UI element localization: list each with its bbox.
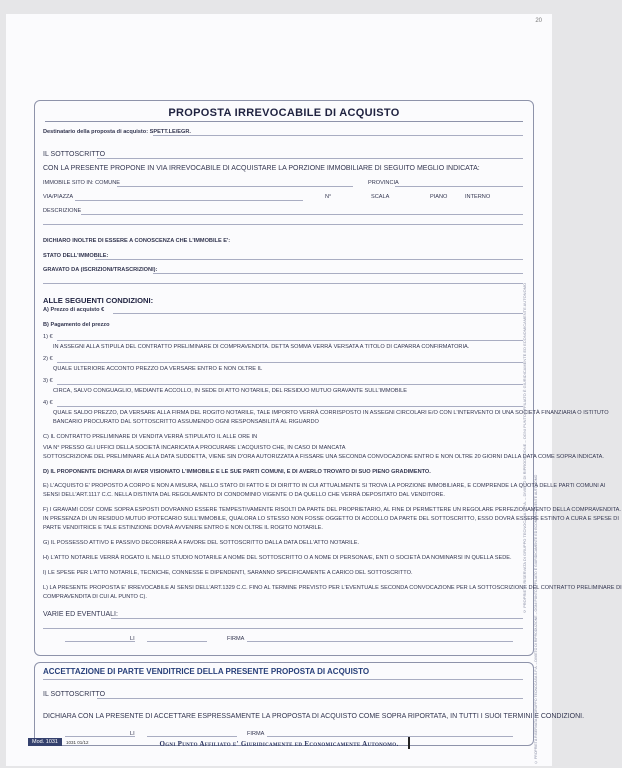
title-divider <box>45 121 523 122</box>
acceptance-undersigned-line <box>97 698 523 699</box>
acceptance-undersigned[interactable]: IL SOTTOSCRITTO <box>43 691 106 698</box>
form-title: PROPOSTA IRREVOCABILE DI ACQUISTO <box>168 107 400 119</box>
declares-text: DICHIARO INOLTRE DI ESSERE A CONOSCENZA CHE L'IMMOBILE E': <box>43 238 231 244</box>
provincia-line <box>395 186 523 187</box>
condition-c[interactable]: C) IL CONTRATTO PRELIMINARE DI VENDITA VERRÀ STIPULATO IL ALLE ORE IN <box>43 434 258 440</box>
provincia-label: PROVINCIA <box>368 180 399 186</box>
acceptance-text: DICHIARA CON LA PRESENTE DI ACCETTARE ESPRESSAMENTE LA PROPOSTA DI ACQUISTO COME SOPRA RIPORTATA, IN TUTTI I SUOI TERMINI E CONDIZIONI. <box>43 713 585 720</box>
payment-3-field[interactable]: 3) € <box>43 378 53 384</box>
condition-g: G) IL POSSESSO ATTIVO E PASSIVO DECORRERÀ A FAVORE DEL SOTTOSCRITTO DALLA DATA DELL'ATTO NOTARILE. <box>43 540 360 546</box>
signature-line[interactable] <box>247 641 513 642</box>
side-copyright-note: © PROPRIETÀ RISERVATA DI GRUPPO TECNOCASA S.P.A. – DIVIETO DI RIPRODUZIONE – OGNI PUNTO AFFILIATO È GIURIDICAMENTE ED ECONOMICAMENTE AUTONOMO <box>522 282 527 614</box>
date-line <box>147 641 207 642</box>
varie-line <box>111 618 523 619</box>
condition-c-2[interactable]: VIA N° PRESSO GLI UFFICI DELLA SOCIETÀ INCARICATA A PROCURARE L'ACQUISTO CHE, IN CASO DI MANCATA <box>43 445 346 451</box>
condition-f-1: F) I GRAVAMI COSI' COME SOPRA ESPOSTI DOVRANNO ESSERE TEMPESTIVAMENTE RISOLTI DA PARTE DEL PROPRIETARIO, AL FINE DI PERMETTERE UN REGOLARE PERFEZIONAMENTO DELLA COMPRAVENDITA. <box>43 507 621 513</box>
payment-4-note-1: QUALE SALDO PREZZO, DA VERSARE ALLA FIRMA DEL ROGITO NOTARILE, TALE IMPORTO VERRÀ CORRISPOSTO IN ASSEGNI CIRCOLARI E/O CON L'INTERVENTO DI UNA SOCIETÀ FINANZIARIA O ISTITUTO <box>53 410 609 416</box>
comune-label: IMMOBILE SITO IN: COMUNE <box>43 180 120 186</box>
piano-label: PIANO <box>430 194 448 200</box>
condition-e-2: SENSI DELL'ART.1117 C.C. NELLA DISTINTA DAL REGOLAMENTO DI CONDOMINIO VIGENTE O DA QUELLO CHE VERRÀ DEPOSITATO DAL VENDITORE. <box>43 492 445 498</box>
document-sheet <box>6 14 622 766</box>
payment-2-field[interactable]: 2) € <box>43 356 53 362</box>
footer-slogan: Ogni Punto Affiliato e' Giuridicamente ed Economicamente Autonomo. <box>159 740 399 748</box>
payment-1-field[interactable]: 1) € <box>43 334 53 340</box>
via-label: VIA/PIAZZA <box>43 194 74 200</box>
description-line-2 <box>43 224 523 225</box>
payment-1-line <box>57 340 523 341</box>
side-copyright-note-2: © PROPRIETÀ RISERVATA DI GRUPPO TECNOCASA S.P.A. – DIVIETO DI RIPRODUZIONE – OGNI PUNTO AFFILIATO È GIURIDICAMENTE ED ECONOMICAMENTE AUTONOMO <box>534 474 538 764</box>
payment-3-note: CIRCA, SALVO CONGUAGLIO, MEDIANTE ACCOLLO, IN SEDE DI ATTO NOTARILE, DEL RESIDUO MUTUO GRAVANTE SULL'IMMOBILE <box>53 388 407 394</box>
text-cursor <box>408 737 410 749</box>
condition-l-1: L) LA PRESENTE PROPOSTA E' IRREVOCABILE AI SENSI DELL'ART.1329 C.C. FINO AL TERMINE PREVISTO PER L'EVENTUALE SECONDA CONVOCAZIONE PER LA SOTTOSCRIZIONE DEL CONTRATTO PRELIMINARE DI <box>43 585 622 591</box>
state-field[interactable]: STATO DELL'IMMOBILE: <box>43 253 109 259</box>
condition-c-3: SOTTOSCRIZIONE DEL PRELIMINARE ALLA DATA SUDDETTA, VIENE SIN D'ORA AUTORIZZATA A FISSARE UNA SECONDA CONVOCAZIONE ENTRO E NON OLTRE 20 GIORNI DALLA DATA COME SOPRA INDICATA. <box>43 454 604 460</box>
payment-1-note: IN ASSEGNI ALLA STIPULA DEL CONTRATTO PRELIMINARE DI COMPRAVENDITA. DETTA SOMMA VERRÀ VERSATA A TITOLO DI CAPARRA CONFIRMATORIA. <box>53 344 470 350</box>
undersigned-field[interactable]: IL SOTTOSCRITTO <box>43 151 106 158</box>
payment-4-field[interactable]: 4) € <box>43 400 53 406</box>
page-number: 20 <box>535 18 542 24</box>
encumbered-field[interactable]: GRAVATO DA (ISCRIZIONI/TRASCRIZIONI): <box>43 267 158 273</box>
acceptance-section <box>34 662 585 746</box>
number-label: N° <box>325 194 332 200</box>
varie-line-2 <box>43 628 523 629</box>
payment-2-line <box>57 362 523 363</box>
recipient-line <box>153 135 523 136</box>
condition-d: D) IL PROPONENTE DICHIARA DI AVER VISIONATO L'IMMOBILE E LE SUE PARTI COMUNI, E DI AVERLO TROVATO DI SUO PIENO GRADIMENTO. <box>43 469 431 475</box>
payment-4-line <box>57 406 523 407</box>
acceptance-signature-line[interactable] <box>267 736 513 737</box>
description-line <box>81 214 523 215</box>
acceptance-divider <box>43 679 523 680</box>
encumbered-line <box>153 273 523 274</box>
interno-label: INTERNO <box>465 194 491 200</box>
comune-line <box>117 186 353 187</box>
state-line <box>95 259 523 260</box>
varie-field[interactable]: VARIE ED EVENTUALI: <box>43 611 118 618</box>
description-field[interactable]: DESCRIZIONE <box>43 208 82 214</box>
payment-4-note-2: BANCARIO PROCURATO DAL SOTTOSCRITTO ASSUMENDO OGNI RESPONSABILITÀ AL RIGUARDO <box>53 419 319 425</box>
condition-l-2: COMPRAVENDITA DI CUI AL PUNTO C). <box>43 594 147 600</box>
acceptance-title: ACCETTAZIONE DI PARTE VENDITRICE DELLA PRESENTE PROPOSTA DI ACQUISTO <box>43 667 370 676</box>
li-label: LI <box>130 636 135 642</box>
undersigned-line <box>97 158 523 159</box>
condition-e-1: E) L'ACQUISTO E' PROPOSTO A CORPO E NON A MISURA, NELLO STATO DI FATTO E DI DIRITTO IN CUI ATTUALMENTE SI TROVA LA PORZIONE IMMOBILIARE, E COMPRENDE LA QUOTA DELLE PARTI COMUNI AI <box>43 483 606 489</box>
model-code: 1031 01/12 <box>66 740 89 745</box>
scala-label: SCALA <box>371 194 390 200</box>
price-line <box>113 313 523 314</box>
conditions-heading: ALLE SEGUENTI CONDIZIONI: <box>43 296 154 305</box>
place-line <box>65 641 135 642</box>
condition-f-3: PARTE VENDITRICE E TALE ESTINZIONE DOVRÀ AVVENIRE ENTRO E NON OLTRE IL ROGITO NOTARILE. <box>43 525 323 531</box>
recipient-field[interactable]: Destinatario della proposta di acquisto: SPETT.LE/EGR. <box>43 129 191 135</box>
condition-a-price[interactable]: A) Prezzo di acquisto € <box>43 307 105 313</box>
encumbered-line-2 <box>43 283 523 284</box>
via-line <box>75 200 303 201</box>
acceptance-date-line <box>147 736 237 737</box>
acceptance-firma-label: FIRMA <box>247 731 265 737</box>
acceptance-li-label: LI <box>130 731 135 737</box>
acceptance-place-line <box>65 736 135 737</box>
condition-h[interactable]: H) L'ATTO NOTARILE VERRÀ ROGATO IL NELLO STUDIO NOTARILE A NOME DEL SOTTOSCRITTO O A NOME DI PERSONA/E, ENTI O SOCIETÀ DA NOMINARSI IN QUELLA SEDE. <box>43 555 512 561</box>
payment-3-line <box>57 384 523 385</box>
firma-label: FIRMA <box>227 636 245 642</box>
condition-f-2: IN PRESENZA DI UN RESIDUO MUTUO IPOTECARIO SULL'IMMOBILE, QUALORA LO STESSO NON FOSSE OGGETTO DI ACCOLLO DA PARTE DEL SOTTOSCRITTO, ESSO DOVRÀ ESSERE ESTINTO A CURA E SPESE DI <box>43 516 619 522</box>
model-badge: Mod. 1031 <box>28 738 62 746</box>
payment-2-note: QUALE ULTERIORE ACCONTO PREZZO DA VERSARE ENTRO E NON OLTRE IL <box>53 366 263 372</box>
condition-b-payment: B) Pagamento del prezzo <box>43 322 110 328</box>
condition-i: I) LE SPESE PER L'ATTO NOTARILE, TECNICHE, CONNESSE E DIPENDENTI, SARANNO SPECIFICAMENTE A CARICO DEL SOTTOSCRITTO. <box>43 570 413 576</box>
intro-text: CON LA PRESENTE PROPONE IN VIA IRREVOCABILE DI ACQUISTARE LA PORZIONE IMMOBILIARE DI SEGUITO MEGLIO INDICATA: <box>43 165 480 172</box>
